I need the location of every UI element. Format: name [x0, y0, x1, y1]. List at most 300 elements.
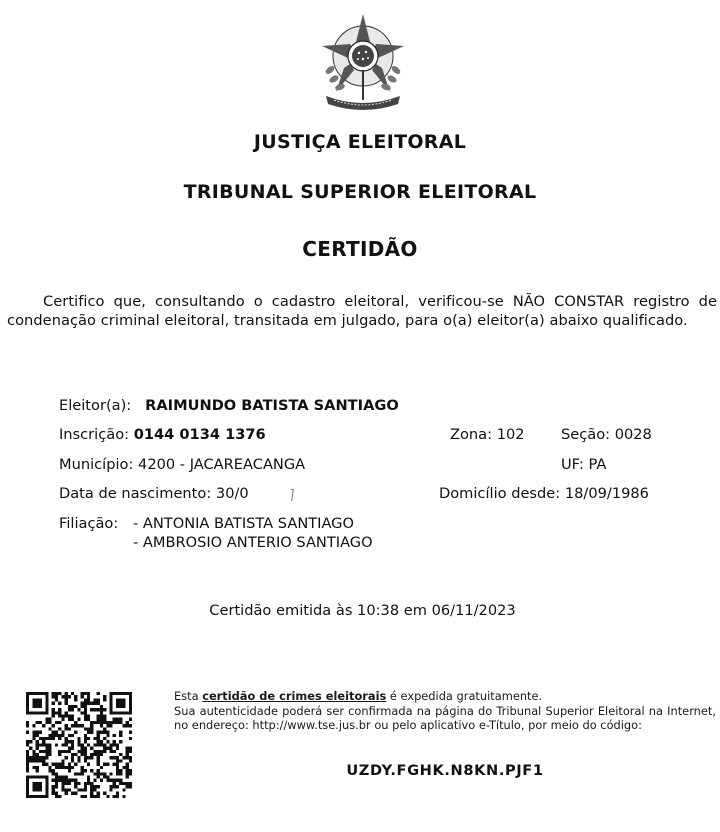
qr-module — [45, 788, 48, 791]
qr-module — [36, 795, 39, 798]
qr-module — [90, 747, 93, 750]
qr-module — [68, 714, 71, 717]
qr-module — [116, 747, 119, 750]
qr-module — [103, 772, 106, 775]
qr-module — [106, 721, 109, 724]
qr-module — [61, 779, 64, 782]
qr-module — [106, 734, 109, 737]
secao-row — [561, 426, 652, 443]
qr-module — [36, 711, 39, 714]
qr-module — [71, 714, 74, 717]
qr-module — [65, 776, 68, 779]
qr-module — [68, 766, 71, 769]
qr-module — [97, 759, 100, 762]
qr-module — [103, 718, 106, 721]
qr-module — [122, 702, 125, 705]
qr-module — [55, 721, 58, 724]
qr-module — [97, 737, 100, 740]
domicilio-value: 18/09/1986 — [564, 485, 649, 502]
qr-module — [122, 788, 125, 791]
qr-module — [74, 772, 77, 775]
qr-module — [61, 743, 64, 746]
qr-module — [81, 743, 84, 746]
qr-module — [90, 724, 93, 727]
qr-module — [90, 756, 93, 759]
qr-module — [58, 721, 61, 724]
qr-module — [55, 795, 58, 798]
qr-module — [103, 737, 106, 740]
qr-module — [48, 743, 51, 746]
qr-module — [42, 737, 45, 740]
qr-module — [26, 759, 29, 762]
qr-module — [52, 692, 55, 695]
qr-module — [126, 747, 129, 750]
qr-module — [52, 763, 55, 766]
qr-module — [42, 759, 45, 762]
qr-module — [58, 708, 61, 711]
qr-module — [58, 753, 61, 756]
qr-module — [110, 788, 113, 791]
qr-module — [97, 698, 100, 701]
qr-module — [119, 731, 122, 734]
qr-module — [29, 756, 32, 759]
qr-module — [52, 711, 55, 714]
qr-module — [126, 692, 129, 695]
qr-module — [68, 788, 71, 791]
qr-module — [58, 779, 61, 782]
qr-module — [55, 692, 58, 695]
qr-module — [42, 763, 45, 766]
qr-module — [113, 692, 116, 695]
qr-module — [126, 711, 129, 714]
qr-module — [84, 788, 87, 791]
qr-module — [100, 714, 103, 717]
qr-module — [48, 727, 51, 730]
qr-module — [74, 721, 77, 724]
qr-module — [77, 743, 80, 746]
qr-module — [106, 731, 109, 734]
coat-of-arms-icon — [316, 12, 410, 112]
qr-module — [110, 743, 113, 746]
qr-module — [26, 692, 29, 695]
qr-module — [110, 747, 113, 750]
qr-module — [93, 788, 96, 791]
qr-module — [68, 747, 71, 750]
qr-module — [55, 779, 58, 782]
qr-module — [97, 785, 100, 788]
qr-module — [116, 772, 119, 775]
qr-module — [36, 740, 39, 743]
qr-module — [48, 721, 51, 724]
qr-module — [97, 743, 100, 746]
qr-module — [100, 708, 103, 711]
qr-module — [36, 721, 39, 724]
domicilio-label: Domicílio desde: — [439, 485, 561, 502]
qr-module — [113, 743, 116, 746]
qr-module — [36, 731, 39, 734]
qr-module — [87, 698, 90, 701]
qr-module — [129, 769, 132, 772]
qr-module — [65, 743, 68, 746]
qr-module — [39, 759, 42, 762]
qr-module — [97, 769, 100, 772]
footer-text-after: é expedida gratuitamente. — [386, 689, 543, 703]
qr-module — [61, 788, 64, 791]
qr-module — [26, 779, 29, 782]
qr-module — [93, 737, 96, 740]
qr-module — [68, 769, 71, 772]
qr-module — [32, 756, 35, 759]
qr-module — [45, 737, 48, 740]
qr-module — [84, 708, 87, 711]
qr-module — [74, 753, 77, 756]
qr-module — [122, 692, 125, 695]
qr-module — [71, 753, 74, 756]
qr-module — [32, 698, 35, 701]
qr-module — [71, 756, 74, 759]
qr-module — [68, 708, 71, 711]
qr-module — [68, 734, 71, 737]
qr-module — [116, 785, 119, 788]
qr-module — [42, 743, 45, 746]
qr-module — [29, 747, 32, 750]
qr-module — [32, 731, 35, 734]
qr-module — [26, 782, 29, 785]
qr-module — [103, 776, 106, 779]
qr-module — [26, 708, 29, 711]
qr-module — [32, 705, 35, 708]
qr-module — [32, 753, 35, 756]
qr-module — [87, 779, 90, 782]
qr-module — [45, 785, 48, 788]
qr-module — [84, 737, 87, 740]
municipio-value: 4200 - JACAREACANGA — [138, 456, 306, 473]
qr-module — [90, 727, 93, 730]
qr-module — [100, 772, 103, 775]
qr-module — [26, 795, 29, 798]
qr-module — [90, 721, 93, 724]
qr-module — [126, 756, 129, 759]
qr-module — [39, 702, 42, 705]
qr-module — [36, 734, 39, 737]
qr-module — [32, 737, 35, 740]
qr-module — [129, 692, 132, 695]
qr-module — [55, 695, 58, 698]
qr-module — [97, 792, 100, 795]
qr-module — [87, 702, 90, 705]
qr-module — [55, 772, 58, 775]
uf-value: PA — [588, 456, 607, 473]
qr-module — [55, 766, 58, 769]
qr-module — [90, 731, 93, 734]
qr-module — [61, 714, 64, 717]
qr-module — [110, 721, 113, 724]
qr-module — [97, 763, 100, 766]
qr-module — [116, 705, 119, 708]
qr-module — [26, 705, 29, 708]
qr-module — [32, 750, 35, 753]
filiacao-label: Filiação: — [59, 515, 119, 532]
zona-label: Zona: — [450, 426, 493, 443]
institution-title: JUSTIÇA ELEITORAL — [253, 131, 467, 153]
qr-module — [103, 743, 106, 746]
inscricao-value: 0144 0134 1376 — [133, 426, 266, 443]
qr-module — [58, 702, 61, 705]
qr-module — [26, 695, 29, 698]
qr-module — [103, 750, 106, 753]
qr-module — [36, 705, 39, 708]
qr-module — [45, 721, 48, 724]
qr-module — [32, 785, 35, 788]
qr-module — [71, 779, 74, 782]
qr-module — [110, 702, 113, 705]
qr-module — [100, 711, 103, 714]
qr-module — [116, 692, 119, 695]
document-title: CERTIDÃO — [302, 237, 418, 261]
qr-module — [29, 711, 32, 714]
qr-module — [90, 792, 93, 795]
zona-row — [450, 426, 525, 443]
qr-module — [122, 698, 125, 701]
qr-module — [42, 750, 45, 753]
qr-module — [29, 795, 32, 798]
qr-module — [81, 692, 84, 695]
qr-module — [87, 776, 90, 779]
qr-module — [52, 785, 55, 788]
qr-module — [93, 721, 96, 724]
qr-module — [48, 747, 51, 750]
voter-name-row — [59, 397, 399, 414]
qr-module — [84, 750, 87, 753]
qr-module — [126, 724, 129, 727]
qr-module — [110, 750, 113, 753]
qr-module — [52, 734, 55, 737]
qr-module — [45, 711, 48, 714]
qr-module — [42, 795, 45, 798]
qr-module — [84, 727, 87, 730]
qr-module — [32, 776, 35, 779]
filiacao-parent-2: - AMBROSIO ANTERIO SANTIAGO — [133, 534, 373, 551]
qr-module — [119, 718, 122, 721]
qr-module — [129, 750, 132, 753]
birthdate-label: Data de nascimento: — [59, 485, 212, 502]
qr-module — [61, 718, 64, 721]
qr-module — [81, 788, 84, 791]
qr-module — [84, 753, 87, 756]
qr-module — [126, 785, 129, 788]
qr-module — [87, 727, 90, 730]
qr-module — [74, 695, 77, 698]
qr-module — [100, 753, 103, 756]
qr-module — [106, 724, 109, 727]
qr-module — [113, 721, 116, 724]
qr-module — [122, 711, 125, 714]
qr-module — [29, 759, 32, 762]
municipio-row — [59, 456, 305, 473]
qr-module — [90, 795, 93, 798]
qr-module — [48, 769, 51, 772]
qr-module — [68, 750, 71, 753]
qr-module — [119, 782, 122, 785]
qr-module — [100, 721, 103, 724]
qr-module — [65, 727, 68, 730]
qr-module — [84, 702, 87, 705]
qr-module — [113, 734, 116, 737]
qr-module — [116, 721, 119, 724]
qr-module — [116, 756, 119, 759]
qr-module — [93, 708, 96, 711]
qr-module — [61, 731, 64, 734]
qr-module — [122, 766, 125, 769]
qr-module — [32, 766, 35, 769]
qr-module — [58, 714, 61, 717]
qr-module — [45, 753, 48, 756]
qr-module — [87, 763, 90, 766]
qr-module — [97, 692, 100, 695]
qr-module — [65, 695, 68, 698]
qr-module — [122, 724, 125, 727]
qr-module — [113, 782, 116, 785]
qr-module — [84, 795, 87, 798]
qr-module — [26, 731, 29, 734]
inscricao-row — [59, 426, 266, 443]
qr-module — [52, 772, 55, 775]
qr-module — [129, 785, 132, 788]
qr-module — [103, 698, 106, 701]
qr-module — [39, 788, 42, 791]
qr-module — [65, 750, 68, 753]
qr-module — [90, 788, 93, 791]
qr-module — [119, 711, 122, 714]
qr-module — [29, 740, 32, 743]
filiacao-parent-1: - ANTONIA BATISTA SANTIAGO — [133, 515, 354, 532]
qr-module — [84, 718, 87, 721]
qr-module — [97, 756, 100, 759]
qr-module — [106, 747, 109, 750]
qr-module — [65, 792, 68, 795]
qr-module — [32, 788, 35, 791]
qr-module — [119, 692, 122, 695]
qr-module — [97, 714, 100, 717]
qr-module — [71, 740, 74, 743]
qr-module — [26, 702, 29, 705]
qr-module — [97, 731, 100, 734]
qr-module — [87, 756, 90, 759]
qr-module — [97, 718, 100, 721]
birthdate-row — [59, 485, 307, 503]
qr-module — [61, 763, 64, 766]
qr-module — [48, 750, 51, 753]
qr-module — [103, 747, 106, 750]
qr-module — [116, 698, 119, 701]
qr-module — [68, 727, 71, 730]
qr-module — [39, 698, 42, 701]
qr-module — [110, 724, 113, 727]
qr-module — [39, 731, 42, 734]
qr-module — [113, 779, 116, 782]
qr-module — [65, 756, 68, 759]
qr-module — [77, 718, 80, 721]
qr-module — [129, 747, 132, 750]
qr-module — [103, 763, 106, 766]
qr-module — [81, 753, 84, 756]
qr-module — [87, 718, 90, 721]
qr-module — [26, 763, 29, 766]
qr-module — [26, 792, 29, 795]
qr-module — [77, 724, 80, 727]
qr-module — [39, 756, 42, 759]
qr-module — [45, 692, 48, 695]
crimes-certificate-link[interactable]: certidão de crimes eleitorais — [202, 689, 387, 703]
qr-module — [58, 737, 61, 740]
qr-module — [126, 769, 129, 772]
qr-module — [106, 763, 109, 766]
qr-module — [126, 721, 129, 724]
qr-module — [103, 727, 106, 730]
qr-module — [61, 766, 64, 769]
qr-module — [65, 779, 68, 782]
qr-module — [45, 708, 48, 711]
qr-module — [77, 772, 80, 775]
qr-module — [26, 743, 29, 746]
qr-module — [93, 743, 96, 746]
qr-module — [61, 750, 64, 753]
qr-module — [90, 782, 93, 785]
qr-module — [93, 795, 96, 798]
qr-module — [87, 743, 90, 746]
qr-module — [61, 695, 64, 698]
qr-module — [126, 766, 129, 769]
qr-module — [45, 792, 48, 795]
qr-module — [55, 792, 58, 795]
qr-module — [65, 788, 68, 791]
qr-module — [55, 698, 58, 701]
qr-module — [36, 702, 39, 705]
qr-module — [100, 779, 103, 782]
qr-module — [36, 782, 39, 785]
qr-module — [74, 792, 77, 795]
qr-module — [48, 734, 51, 737]
qr-module — [39, 721, 42, 724]
qr-module — [52, 737, 55, 740]
qr-module — [45, 782, 48, 785]
qr-module — [129, 759, 132, 762]
qr-module — [93, 702, 96, 705]
qr-module — [36, 769, 39, 772]
qr-module — [81, 705, 84, 708]
qr-module — [65, 737, 68, 740]
qr-module — [100, 705, 103, 708]
qr-module — [52, 779, 55, 782]
qr-module — [103, 695, 106, 698]
emission-timestamp: Certidão emitida às 10:38 em 06/11/2023 — [209, 602, 516, 619]
qr-module — [61, 782, 64, 785]
qr-module — [42, 711, 45, 714]
qr-module — [55, 763, 58, 766]
qr-module — [36, 692, 39, 695]
qr-module — [77, 740, 80, 743]
qr-module — [26, 740, 29, 743]
qr-module — [110, 779, 113, 782]
qr-module — [36, 759, 39, 762]
qr-module — [81, 750, 84, 753]
qr-module — [119, 705, 122, 708]
qr-module — [58, 766, 61, 769]
qr-module — [87, 692, 90, 695]
qr-module — [87, 737, 90, 740]
qr-module — [29, 776, 32, 779]
qr-module — [45, 698, 48, 701]
